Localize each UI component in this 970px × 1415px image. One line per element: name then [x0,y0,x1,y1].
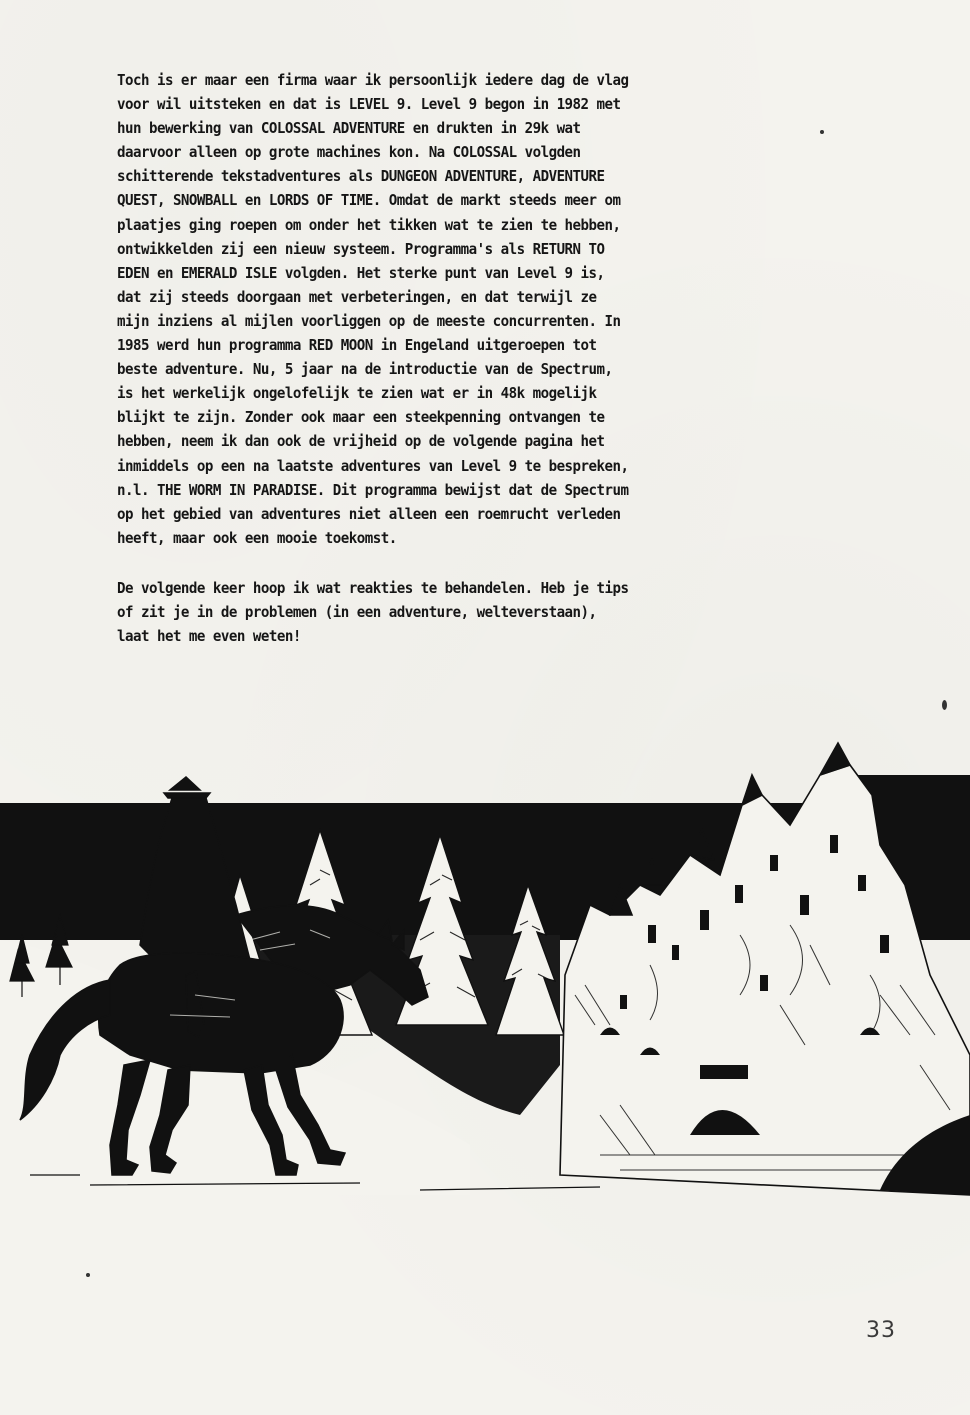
text-line: ontwikkelden zij een nieuw systeem. Programma's als RETURN TO [117,239,605,258]
text-line: plaatjes ging roepen om onder het tikken wat te zien te hebben, [117,215,621,234]
text-line: is het werkelijk ongelofelijk te zien wat er in 48k mogelijk [117,384,597,403]
text-line: of zit je in de problemen (in een adventure, welteverstaan), [117,602,597,621]
article-text [117,68,757,648]
paragraph-level9 [117,68,757,550]
text-line: voor wil uitsteken en dat is LEVEL 9. Level 9 begon in 1982 met [117,95,621,114]
text-line: dat zij steeds doorgaan met verbeteringen, en dat terwijl ze [117,287,597,306]
page-number: 33 [866,1318,896,1343]
text-line: hebben, neem ik dan ook de vrijheid op de volgende pagina het [117,432,605,451]
text-line: De volgende keer hoop ik wat reakties te behandelen. Heb je tips [117,578,629,597]
paragraph-spacer [117,550,757,576]
text-line: op het gebied van adventures niet alleen een roemrucht verleden [117,504,621,523]
text-line: EDEN en EMERALD ISLE volgden. Het sterke punt van Level 9 is, [117,263,605,282]
text-line: schitterende tekstadventures als DUNGEON ADVENTURE, ADVENTURE [117,167,605,186]
text-line: inmiddels op een na laatste adventures van Level 9 te bespreken, [117,456,629,475]
ink-speck [86,1273,90,1277]
text-line: heeft, maar ook een mooie toekomst. [117,528,397,547]
text-line: laat het me even weten! [117,627,301,646]
text-line: beste adventure. Nu, 5 jaar na de introductie van de Spectrum, [117,360,613,379]
text-line: blijkt te zijn. Zonder ook maar een steekpenning ontvangen te [117,408,605,427]
text-line: Toch is er maar een firma waar ik persoonlijk iedere dag de vlag [117,71,629,89]
text-line: QUEST, SNOWBALL en LORDS OF TIME. Omdat de markt steeds meer om [117,191,621,210]
rider-castle-illustration [0,735,970,1290]
paragraph-closing [117,576,757,648]
text-line: hun bewerking van COLOSSAL ADVENTURE en drukten in 29k wat [117,119,581,138]
ink-speck [820,130,824,134]
ink-speck [942,700,947,710]
text-line: mijn inziens al mijlen voorliggen op de meeste concurrenten. In [117,311,621,330]
text-line: 1985 werd hun programma RED MOON in Engeland uitgeroepen tot [117,336,597,355]
text-line: daarvoor alleen op grote machines kon. Na COLOSSAL volgden [117,143,581,162]
text-line: n.l. THE WORM IN PARADISE. Dit programma bewijst dat de Spectrum [117,480,629,499]
